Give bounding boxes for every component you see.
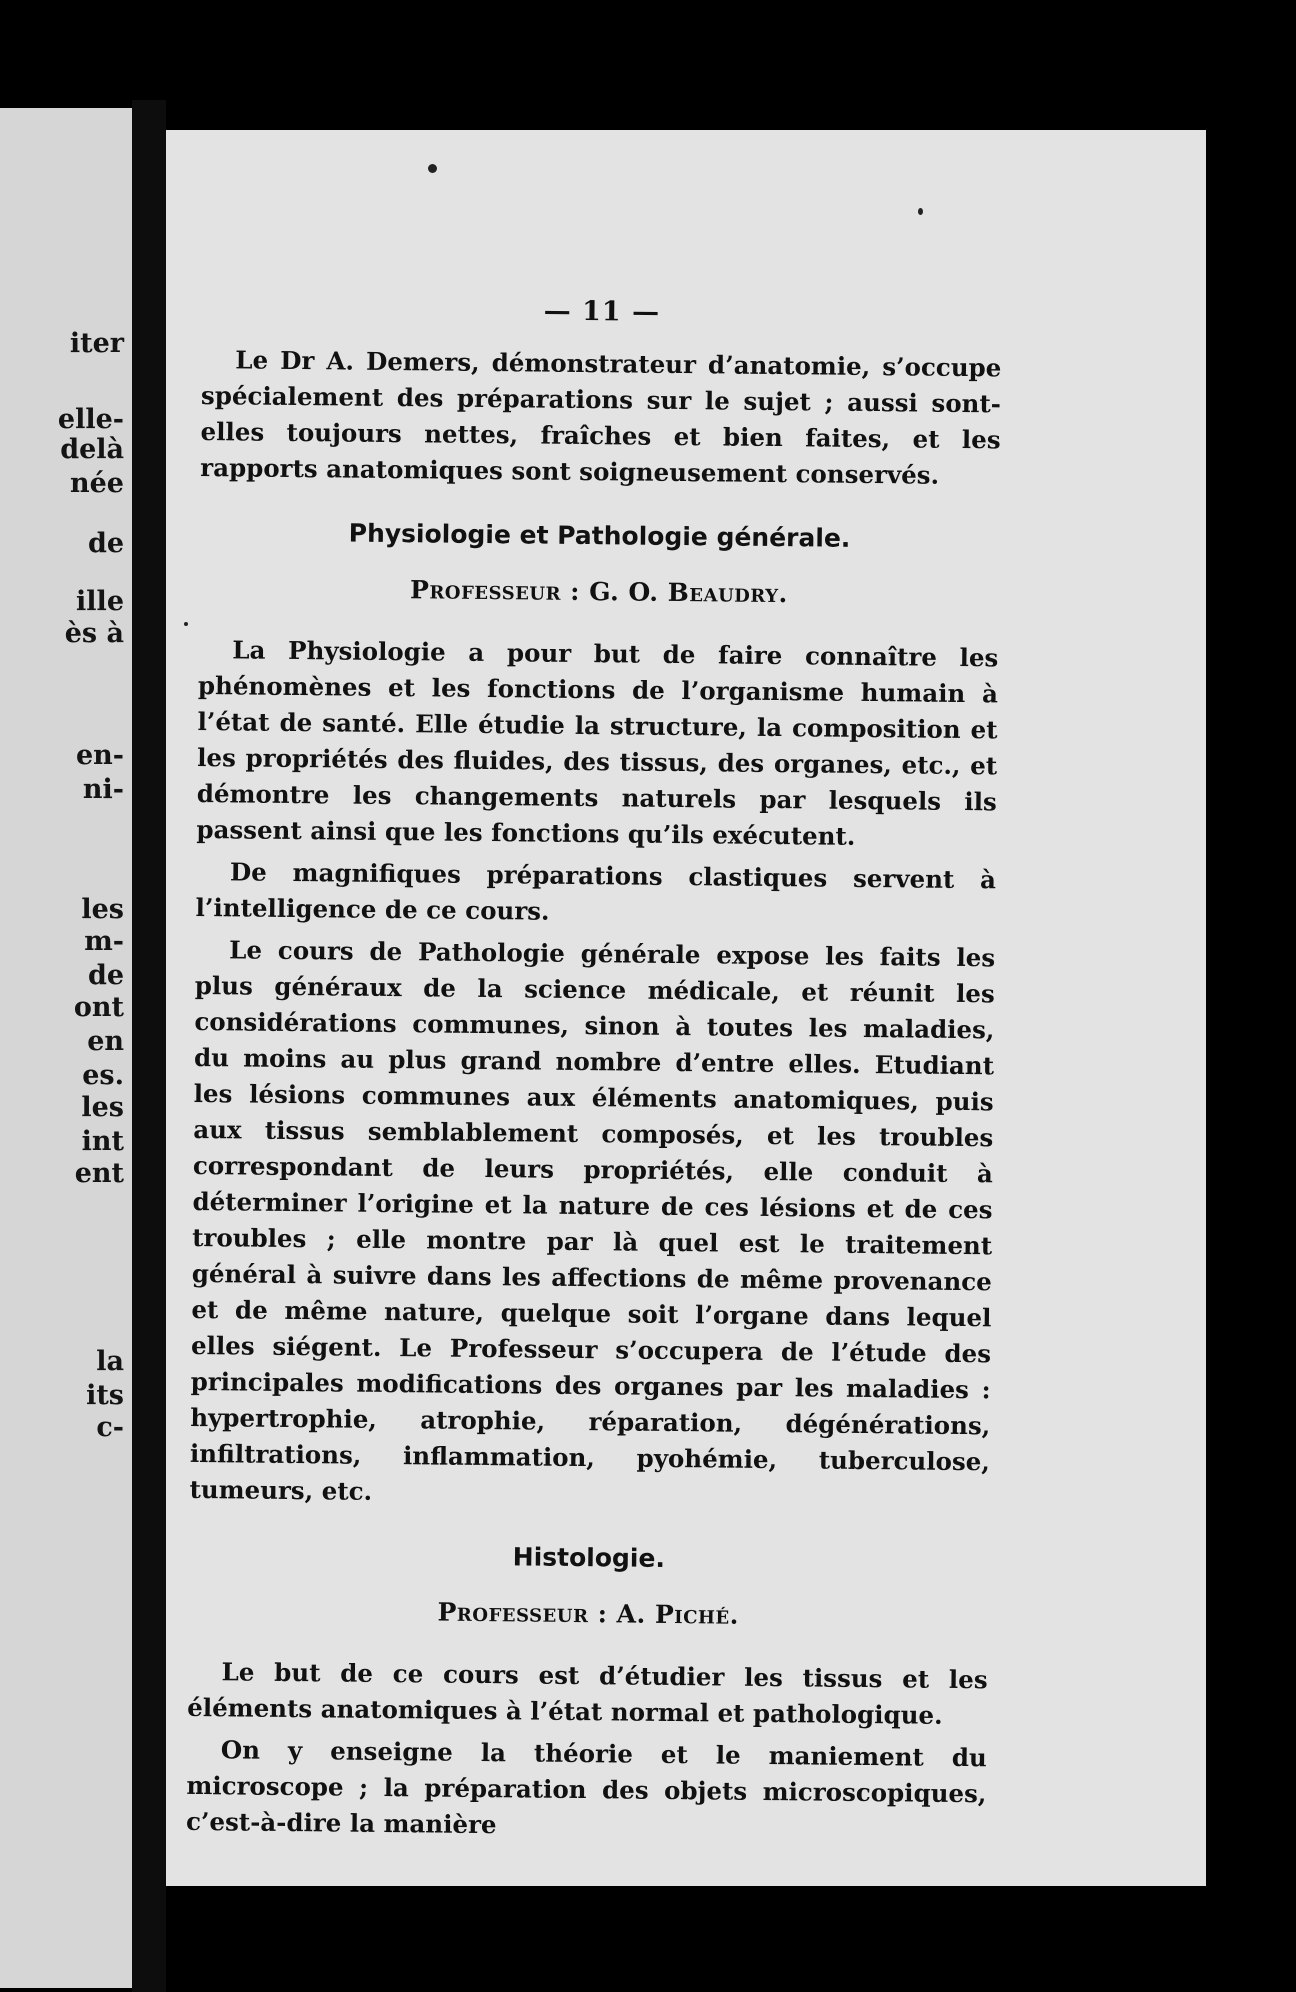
- paragraph-physiologie-2: De magnifiques préparations clastiques servent à l’intelligence de ce cours.: [195, 857, 997, 926]
- professor-line-histologie: Professeur : A. Piché.: [437, 1597, 740, 1630]
- book-gutter: [132, 100, 166, 1992]
- paragraph-histologie-1: Le but de ce cours est d’étudier les tissus et les éléments anatomiques à l’état normal et pathologique.: [187, 1657, 988, 1730]
- left-page-fragment: int: [81, 1126, 124, 1157]
- section-title-histologie: Histologie.: [512, 1542, 666, 1573]
- paragraph-physiologie-1: La Physiologie a pour but de faire connaître les phénomènes et les fonctions de l’organisme humain à l’état de santé. Elle étudie la structure, la composition et les propriétés des fluides, des tissus, des organes, etc., et démontre les changements naturels par lesquels ils passent ainsi que les fonctions qu’ils exécutent.: [196, 635, 999, 851]
- paragraph-histologie-2: On y enseigne la théorie et le maniement du microscope ; la préparation des objets microscopiques, c’est-à-dire la manière: [185, 1735, 987, 1840]
- left-page-fragment: en: [87, 1026, 124, 1057]
- ink-speck: [184, 622, 188, 626]
- left-page-fragment: les: [81, 894, 124, 925]
- left-page-fragment: ent: [74, 1158, 124, 1189]
- professor-line-physiologie: Professeur : G. O. Beaudry.: [409, 575, 788, 609]
- left-page-fragment: la: [96, 1346, 124, 1377]
- left-page-fragment: en-: [75, 740, 124, 771]
- left-page-fragment: ont: [73, 992, 124, 1023]
- ink-speck: [428, 164, 437, 173]
- left-page-fragment: m-: [84, 926, 124, 957]
- intro-paragraph: Le Dr A. Demers, démonstrateur d’anatomie, s’occupe spécialement des préparations sur le sujet ; aussi sont-elles toujours nettes, fraîches et bien faites, et les rapports anatomiques sont soigneusement conservés.: [200, 345, 1002, 490]
- left-page-fragment: c-: [96, 1412, 124, 1443]
- page-11: [166, 130, 1206, 1886]
- left-page-fragment: ni-: [82, 774, 124, 805]
- left-page-fragment: de: [87, 528, 124, 559]
- left-page-fragment: née: [70, 468, 124, 499]
- left-page-fragment: iter: [69, 328, 124, 359]
- section-title-physiologie: Physiologie et Pathologie générale.: [348, 518, 851, 553]
- left-facing-page: [0, 108, 132, 1988]
- left-page-fragment: elle-: [57, 404, 124, 435]
- left-page-fragment: les: [81, 1092, 124, 1123]
- page-text-block: [185, 295, 1002, 1854]
- ink-speck: [918, 208, 923, 215]
- left-page-fragment: de: [87, 960, 124, 991]
- scan-right-border: [1206, 150, 1296, 1992]
- left-page-fragment: delà: [60, 434, 124, 465]
- left-page-fragment: ès à: [64, 618, 124, 649]
- left-page-fragment: ille: [76, 586, 124, 617]
- left-page-fragment: its: [86, 1380, 124, 1411]
- page-number: — 11 —: [543, 295, 661, 328]
- left-page-fragment: es.: [82, 1060, 124, 1091]
- paragraph-pathologie: Le cours de Pathologie générale expose les faits les plus généraux de la science médicale, et réunit les considérations communes, sinon à toutes les maladies, du moins au plus grand nombre d’entre elles. Etudiant les lésions communes aux éléments anatomiques, puis aux tissus semblablement composés, et les troubles correspondant de leurs propriétés, elle conduit à déterminer l’origine et la nature de ces lésions et de ces troubles ; elle montre par là quel est le traitement général à suivre dans les affections de même provenance et de même nature, quelque soit l’organe dans lequel elles siégent. Le Professeur s’occupera de l’étude des principales modifications des organes par les maladies : hypertrophie, atrophie, réparation, dégénérations, infiltrations, inflammation, pyohémie, tuberculose, tumeurs, etc.: [189, 935, 996, 1506]
